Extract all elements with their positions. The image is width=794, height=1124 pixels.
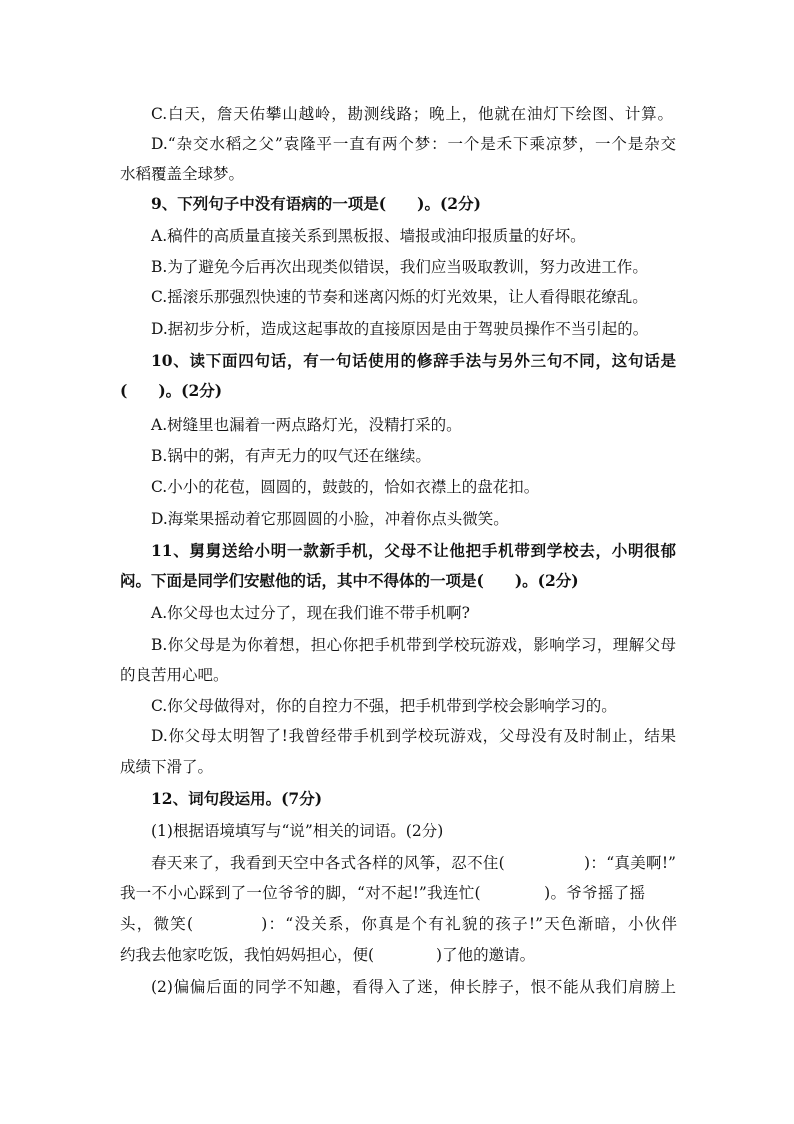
text-line: D.据初步分析，造成这起事故的直接原因是由于驾驶员操作不当引起的。 (151, 320, 649, 338)
text-line: A.树缝里也漏着一两点路灯光，没精打采的。 (151, 416, 462, 434)
text-line: 春天来了，我看到天空中各式各样的风筝，忍不住( )：“真美啊!” (151, 854, 676, 872)
text-line: (2)偏偏后面的同学不知趣，看得入了迷，伸长脖子，恨不能从我们肩膀上 (151, 978, 676, 996)
text-line: C.你父母做得对，你的自控力不强，把手机带到学校会影响学习的。 (151, 697, 617, 715)
text-line: C.小小的花苞，圆圆的，鼓鼓的，恰如衣襟上的盘花扣。 (151, 478, 540, 496)
text-line: A.你父母也太过分了，现在我们谁不带手机啊? (151, 604, 470, 622)
text-line: C.摇滚乐那强烈快速的节奏和迷离闪烁的灯光效果，让人看得眼花缭乱。 (151, 288, 648, 306)
text-line: 9、下列句子中没有语病的一项是( )。(2分) (151, 194, 481, 213)
text-line: 闷。下面是同学们安慰他的话，其中不得体的一项是( )。(2分) (120, 571, 579, 590)
text-line: 12、词句段运用。(7分) (151, 789, 323, 808)
text-line: 11、舅舅送给小明一款新手机，父母不让他把手机带到学校去，小明很郁 (151, 541, 676, 560)
text-line: D.海棠果摇动着它那圆圆的小脸，冲着你点头微笑。 (151, 510, 509, 528)
text-line: 的良苦用心吧。 (120, 666, 229, 684)
text-line: 成绩下滑了。 (120, 758, 214, 776)
text-line: 水稻覆盖全球梦。 (120, 165, 245, 183)
text-line: A.稿件的高质量直接关系到黑板报、墙报或油印报质量的好坏。 (151, 227, 586, 245)
text-line: 头，微笑( )：“没关系，你真是个有礼貌的孩子!”天色渐暗，小伙伴 (120, 915, 677, 933)
text-line: ( )。(2分) (120, 381, 223, 400)
text-line: B.为了避免今后再次出现类似错误，我们应当吸取教训，努力改进工作。 (151, 258, 648, 276)
text-line: (1)根据语境填写与“说”相关的词语。(2分) (151, 822, 444, 840)
text-line: D.“杂交水稻之父”袁隆平一直有两个梦：一个是禾下乘凉梦，一个是杂交 (151, 135, 676, 153)
text-line: B.锅中的粥，有声无力的叹气还在继续。 (151, 447, 431, 465)
text-line: C.白天，詹天佑攀山越岭，勘测线路；晚上，他就在油灯下绘图、计算。 (151, 105, 673, 123)
text-line: D.你父母太明智了!我曾经带手机到学校玩游戏，父母没有及时制止，结果 (151, 727, 676, 745)
text-line: 我一不小心踩到了一位爷爷的脚，“对不起!”我连忙( )。爷爷摇了摇 (120, 884, 645, 902)
text-line: 10、读下面四句话，有一句话使用的修辞手法与另外三句不同，这句话是 (151, 351, 676, 370)
text-line: B.你父母是为你着想，担心你把手机带到学校玩游戏，影响学习，理解父母 (151, 636, 676, 654)
text-line: 约我去他家吃饭，我怕妈妈担心，便( )了他的邀请。 (120, 946, 536, 964)
